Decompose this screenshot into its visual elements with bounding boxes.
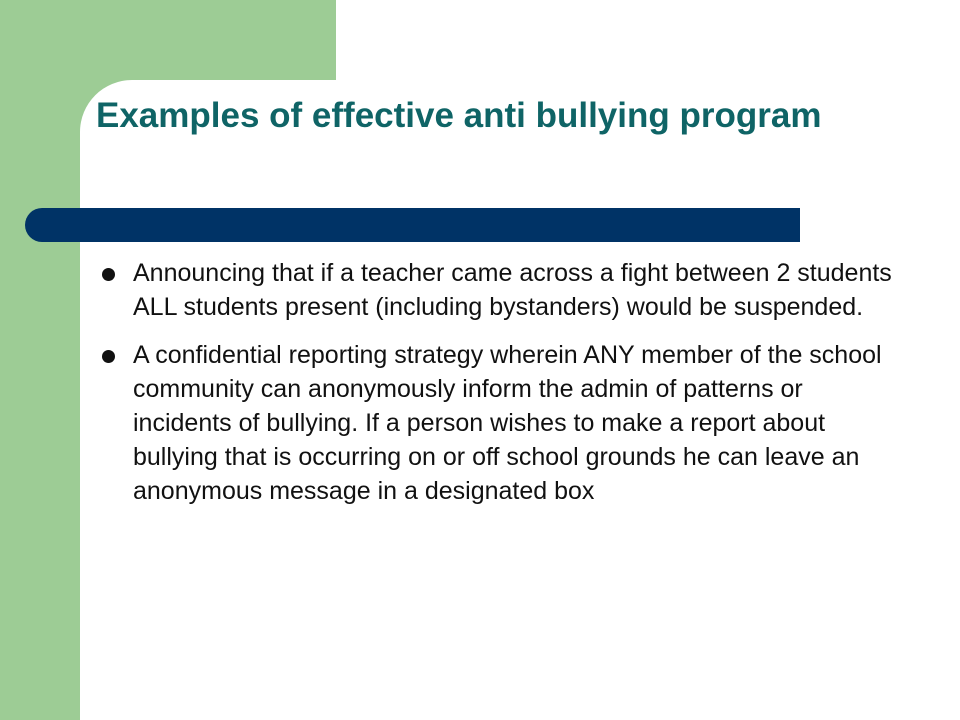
bullet-text: Announcing that if a teacher came across a fight between 2 students ALL students present (including bystanders) would be suspended. bbox=[133, 259, 892, 321]
bullet-list bbox=[101, 256, 901, 522]
bullet-item bbox=[101, 256, 901, 324]
bullet-item bbox=[101, 338, 901, 508]
bullet-dot-icon bbox=[102, 268, 115, 281]
bullet-dot-icon bbox=[102, 350, 115, 363]
bullet-text: A confidential reporting strategy wherein ANY member of the school community can anonymously inform the admin of patterns or incidents of bullying. If a person wishes to make a report about bullying that is occurring on or off school grounds he can leave an anonymous message in a designated box bbox=[133, 341, 882, 505]
title-underline-bar bbox=[25, 208, 800, 242]
slide-title: Examples of effective anti bullying program bbox=[96, 96, 822, 135]
